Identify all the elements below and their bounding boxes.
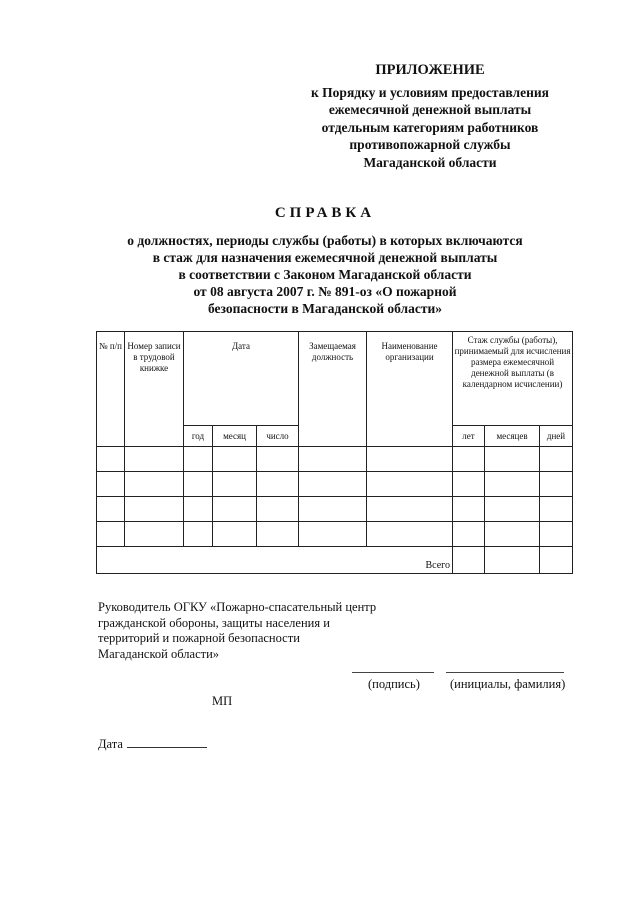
table-cell: [213, 522, 257, 547]
table-cell: [213, 497, 257, 522]
table-cell: [184, 522, 213, 547]
date-label: Дата: [98, 737, 123, 751]
table-cell: [299, 522, 367, 547]
table-cell: [540, 447, 573, 472]
signer-line: Руководитель ОГКУ «Пожарно-спасательный центр: [98, 600, 377, 614]
header-days: дней: [540, 426, 573, 447]
table-cell: [125, 447, 184, 472]
table-cell: [453, 447, 485, 472]
table-cell: [125, 522, 184, 547]
appendix-line: к Порядку и условиям предоставления: [311, 84, 549, 100]
signer-line: гражданской обороны, защиты населения и: [98, 615, 330, 630]
table-cell: [184, 472, 213, 497]
subtitle-line: от 08 августа 2007 г. № 891-оз «О пожарной: [193, 284, 457, 299]
table-cell: [213, 472, 257, 497]
header-month: месяц: [213, 426, 257, 447]
document-subtitle: [60, 232, 590, 317]
signer-block: [98, 600, 418, 662]
subtitle-line: в стаж для назначения ежемесячной денежной выплаты: [152, 250, 498, 265]
table-cell: [485, 472, 540, 497]
header-months: месяцев: [485, 426, 540, 447]
appendix-line: ежемесячной денежной выплаты: [328, 102, 532, 117]
table-cell: [97, 497, 125, 522]
header-organization: Наименование организации: [367, 332, 453, 447]
table-cell: [540, 522, 573, 547]
document-title: СПРАВКА: [274, 205, 376, 221]
signature-caption: (подпись): [368, 677, 420, 691]
table-cell: [367, 447, 453, 472]
table-cell: [367, 522, 453, 547]
header-service: Стаж службы (работы), принимаемый для исчисления размера ежемесячной денежной выплаты (в календарном исчислении): [453, 332, 573, 426]
table-cell: [485, 522, 540, 547]
table-row: [97, 497, 573, 522]
total-months-cell: [485, 547, 540, 574]
table-cell: [453, 522, 485, 547]
header-date: Дата: [184, 332, 299, 426]
total-days-cell: [540, 547, 573, 574]
subtitle-line: в соответствии с Законом Магаданской области: [178, 267, 472, 282]
table-row: [97, 472, 573, 497]
table-cell: [184, 497, 213, 522]
header-num: № п/п: [97, 332, 125, 447]
header-record: Номер записи в трудовой книжке: [125, 332, 184, 447]
name-caption: (инициалы, фамилия): [450, 677, 566, 691]
date-block: [98, 736, 207, 752]
signature-line: [352, 672, 434, 673]
table-cell: [97, 472, 125, 497]
table-row: [97, 522, 573, 547]
table-cell: [97, 522, 125, 547]
table-cell: [367, 472, 453, 497]
header-years: лет: [453, 426, 485, 447]
header-day: число: [257, 426, 299, 447]
appendix-heading: ПРИЛОЖЕНИЕ: [375, 62, 485, 78]
table-row: [97, 447, 573, 472]
table-cell: [257, 472, 299, 497]
table-cell: [540, 497, 573, 522]
signer-line: территорий и пожарной безопасности: [98, 631, 300, 645]
date-blank-line: [127, 736, 207, 748]
table-cell: [257, 497, 299, 522]
table-cell: [257, 522, 299, 547]
total-years-cell: [453, 547, 485, 574]
table-cell: [299, 497, 367, 522]
appendix-block: [260, 62, 600, 171]
table-cell: [213, 447, 257, 472]
total-label: Всего: [97, 547, 453, 574]
name-line: [446, 672, 564, 673]
table-cell: [299, 447, 367, 472]
table-cell: [485, 497, 540, 522]
total-row: [97, 547, 573, 574]
table-cell: [540, 472, 573, 497]
stamp-label: МП: [212, 694, 233, 708]
subtitle-line: о должностях, периоды службы (работы) в которых включаются: [127, 233, 523, 248]
header-position: Замещаемая должность: [299, 332, 367, 447]
appendix-line: противопожарной службы: [349, 137, 511, 152]
table-cell: [299, 472, 367, 497]
table-cell: [97, 447, 125, 472]
appendix-line: Магаданской области: [363, 154, 497, 170]
table-cell: [125, 497, 184, 522]
table-cell: [485, 447, 540, 472]
table-cell: [125, 472, 184, 497]
subtitle-line: безопасности в Магаданской области»: [207, 301, 442, 316]
signer-line: Магаданской области»: [98, 646, 220, 661]
table-cell: [367, 497, 453, 522]
table-cell: [453, 472, 485, 497]
appendix-line: отдельным категориям работников: [321, 119, 539, 135]
table-cell: [453, 497, 485, 522]
table-cell: [184, 447, 213, 472]
table-cell: [257, 447, 299, 472]
service-table: [96, 331, 573, 574]
header-year: год: [184, 426, 213, 447]
